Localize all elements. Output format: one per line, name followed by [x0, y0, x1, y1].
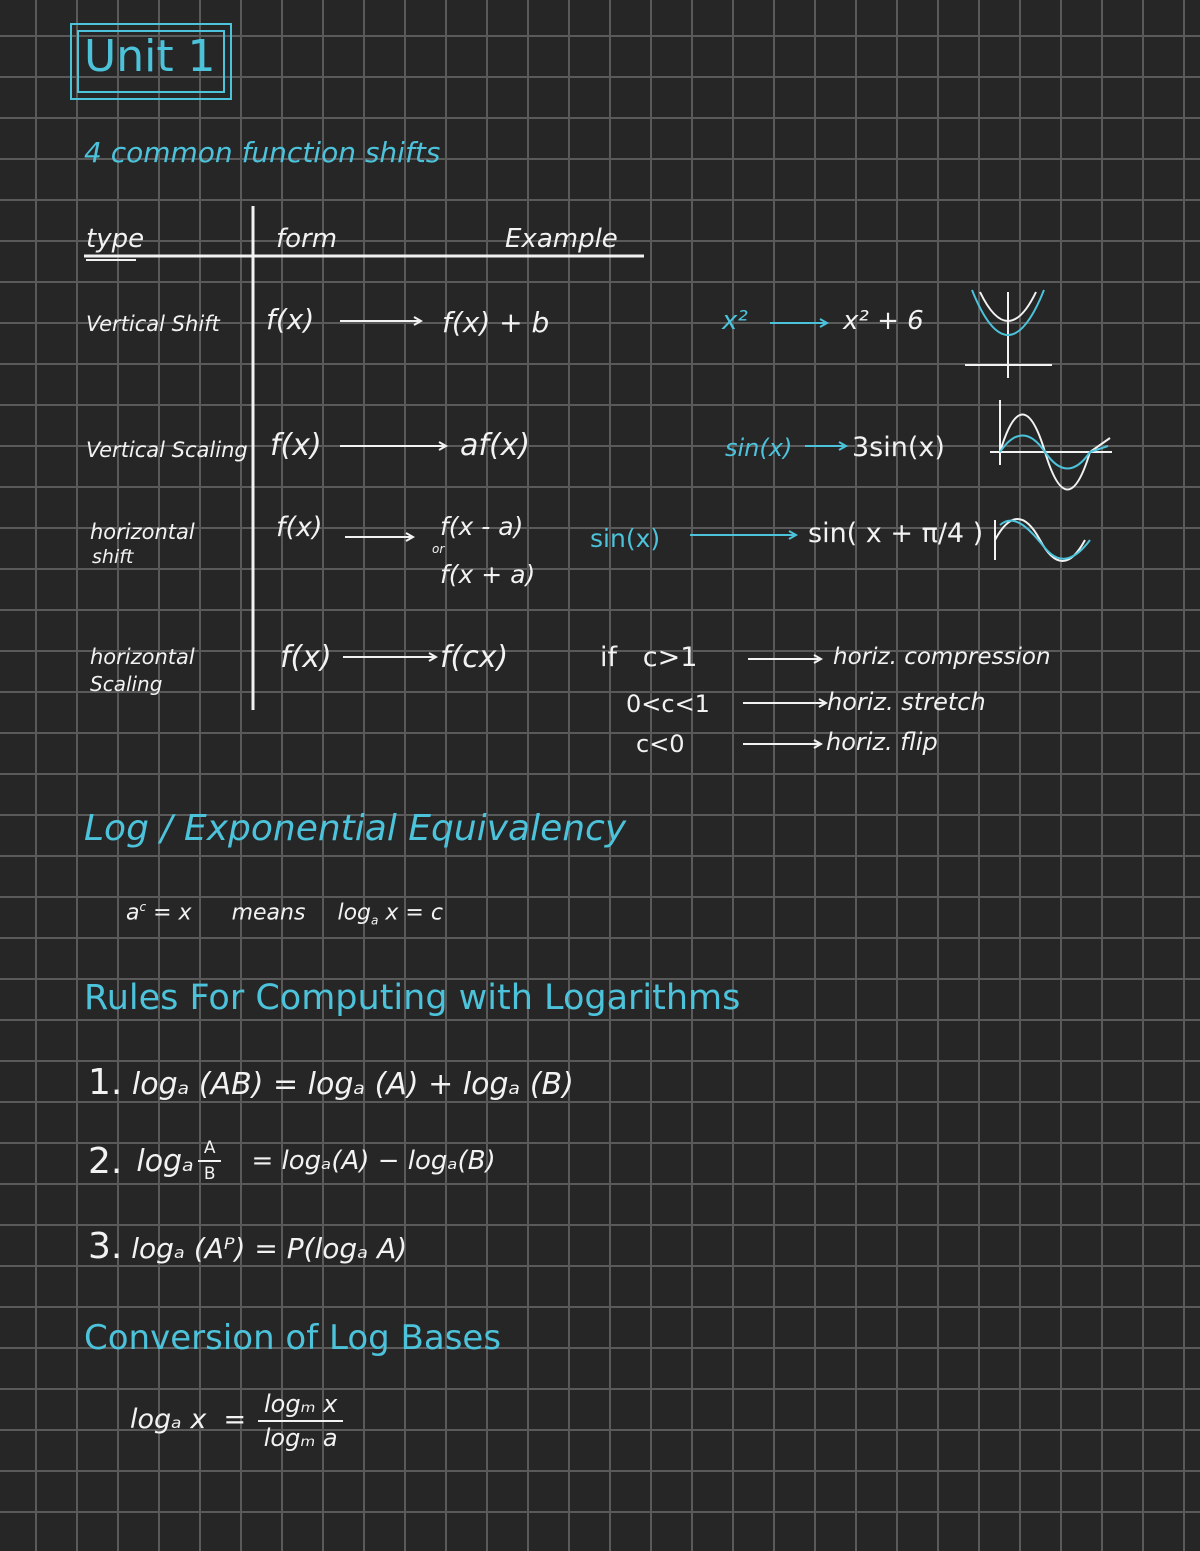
- arrow-icon: [343, 653, 436, 661]
- row-form-from: f(x): [270, 428, 322, 463]
- header-example: Example: [505, 224, 618, 254]
- row-form-to: af(x): [460, 428, 531, 463]
- rule-lhs: logₐ: [136, 1143, 194, 1179]
- row-form-to: f(cx): [440, 640, 509, 675]
- condition-label: 0<c<1: [626, 690, 710, 718]
- rule-text: logₐ (AB) = logₐ (A) + logₐ (B): [131, 1067, 574, 1102]
- log-exp-statement: [126, 900, 443, 928]
- row-type-line1: horizontal: [90, 520, 195, 544]
- row-form-from: f(x): [276, 512, 323, 543]
- parabola-sketch-icon: [965, 290, 1052, 378]
- header-type: type: [86, 224, 145, 254]
- conversion-numerator: logₘ x: [258, 1390, 343, 1422]
- rule-number: 1.: [88, 1062, 123, 1103]
- row-type-line1: horizontal: [90, 645, 195, 669]
- condition-label: if c>1: [600, 642, 698, 673]
- arrow-icon: [690, 531, 796, 539]
- row-type: Vertical Scaling: [86, 438, 248, 462]
- statement-eq: = x: [146, 900, 192, 926]
- rule-item-2: [88, 1138, 496, 1184]
- row-form-to: f(x - a): [440, 512, 524, 541]
- statement-sub: a: [371, 913, 379, 928]
- row-form-to-alt: f(x + a): [440, 560, 536, 589]
- page-title: Unit 1: [84, 31, 216, 82]
- rule-fraction: [198, 1138, 222, 1184]
- rule-number: 3.: [88, 1226, 123, 1267]
- rule-item-1: [88, 1062, 574, 1103]
- sine-sketch-icon: [990, 400, 1112, 490]
- row-example-to: 3sin(x): [852, 432, 945, 463]
- condition-result: horiz. stretch: [827, 688, 986, 716]
- rule-number: 2.: [88, 1140, 123, 1182]
- arrow-icon: [345, 533, 413, 541]
- header-form: form: [276, 224, 338, 254]
- row-form-or: or: [432, 542, 445, 556]
- conversion-lhs: logₐ x =: [130, 1404, 247, 1435]
- condition-label: c<0: [636, 730, 685, 758]
- row-example-to: x² + 6: [843, 306, 924, 336]
- condition-result: horiz. flip: [826, 728, 938, 756]
- rule-rhs: = logₐ(A) − logₐ(B): [251, 1146, 496, 1176]
- row-example-to: sin( x + π/4 ): [808, 518, 984, 549]
- row-example-from: sin(x): [590, 524, 661, 553]
- fraction-numerator: A: [198, 1138, 222, 1162]
- conversion-denominator: logₘ a: [263, 1424, 338, 1452]
- arrow-icon: [743, 740, 821, 748]
- log-exp-heading: Log / Exponential Equivalency: [84, 808, 627, 849]
- row-form-from: f(x): [266, 303, 315, 336]
- arrow-icon: [770, 319, 827, 327]
- shifts-heading: 4 common function shifts: [84, 136, 441, 169]
- fraction-denominator: B: [203, 1164, 216, 1184]
- row-example-from: x²: [722, 306, 748, 336]
- rule-text: logₐ (Aᴾ) = P(logₐ A): [131, 1232, 408, 1265]
- rules-heading: Rules For Computing with Logarithms: [84, 978, 741, 1018]
- arrow-icon: [805, 442, 846, 450]
- row-form-from: f(x): [280, 640, 332, 675]
- conversion-heading: Conversion of Log Bases: [84, 1318, 502, 1358]
- statement-means: means: [231, 900, 306, 926]
- row-example-from: sin(x): [725, 434, 793, 462]
- row-type-line2: Scaling: [90, 672, 163, 696]
- arrow-icon: [340, 317, 421, 325]
- rule-item-3: [88, 1226, 407, 1267]
- row-type: Vertical Shift: [86, 312, 220, 336]
- row-form-to: f(x) + b: [442, 306, 550, 339]
- statement-exp: c: [139, 900, 147, 914]
- shifted-sine-sketch-icon: [995, 519, 1090, 561]
- statement-rest: x = c: [378, 900, 443, 926]
- statement-base: a: [126, 900, 140, 926]
- row-type-line2: shift: [92, 546, 134, 568]
- conversion-fraction: [258, 1390, 343, 1452]
- arrow-icon: [340, 442, 446, 450]
- condition-result: horiz. compression: [833, 644, 1051, 670]
- statement-log: log: [337, 900, 371, 926]
- arrow-icon: [743, 699, 826, 707]
- arrow-icon: [748, 655, 821, 663]
